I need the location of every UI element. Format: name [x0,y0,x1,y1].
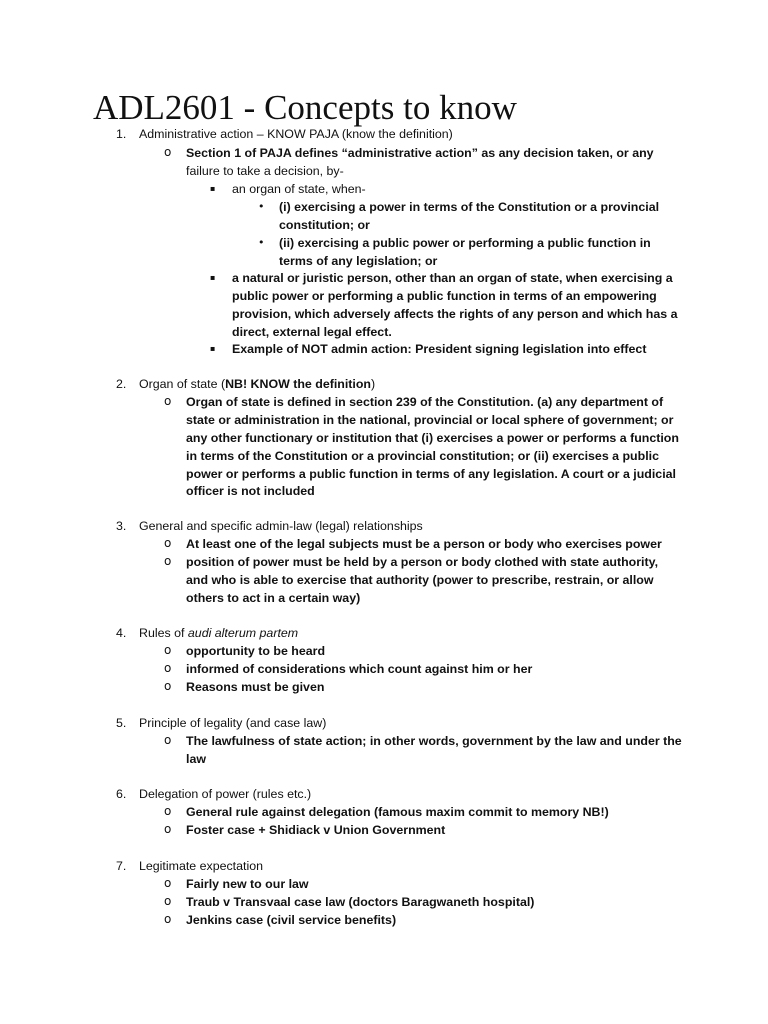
section-2-heading [139,375,375,393]
text-line: others to act in a certain way) [186,591,361,605]
circle-bullet-icon: o [164,554,172,568]
circle-bullet-icon: o [164,876,172,890]
section-title-italic: audi alterum partem [187,626,299,640]
square-bullet-icon: ▪ [210,184,216,193]
section-number: 4. [116,626,127,640]
section-3-heading: General and specific admin-law (legal) relationships [139,519,423,533]
section-title: Organ of state ( [139,377,226,391]
section-title: Administrative action – KNOW PAJA (know the definition) [139,127,453,141]
square-bullet-icon: ▪ [210,273,216,282]
text-line: (i) exercising a power in terms of the Constitution or a provincial [279,200,660,214]
text-line: direct, external legal effect. [232,325,392,339]
section-number: 5. [116,716,127,730]
page-title: ADL2601 - Concepts to know [93,88,517,127]
circle-bullet-icon: o [164,394,172,408]
circle-bullet-icon: o [164,912,172,926]
text-line: Example of NOT admin action: President signing legislation into effect [232,342,647,356]
circle-bullet-icon: o [164,804,172,818]
text-line: state or administration in the national, provincial or local sphere of government; or [186,413,674,427]
circle-bullet-icon: o [164,145,172,159]
text-line: officer is not included [186,484,315,498]
section-title-emphasis: NB! KNOW the definition [225,377,372,391]
text-line: Jenkins case (civil service benefits) [186,913,397,927]
circle-bullet-icon: o [164,733,172,747]
text-line: and who is able to exercise that authority (power to prescribe, restrain, or allow [186,573,654,587]
section-6-heading: Delegation of power (rules etc.) [139,787,312,801]
section-number: 7. [116,859,127,873]
text-line: constitution; or [279,218,370,232]
section-number: 2. [116,377,127,391]
text-line: informed of considerations which count against him or her [186,662,533,676]
text-line: public power or performing a public function in terms of an empowering [232,289,657,303]
circle-bullet-icon: o [164,536,172,550]
square-bullet-icon: ▪ [210,344,216,353]
circle-bullet-icon: o [164,643,172,657]
text-line: (ii) exercising a public power or performing a public function in [279,236,651,250]
text-line [186,465,676,483]
text-line: in terms of the Constitution or a provincial constitution; or (ii) exercises a public [186,449,659,463]
circle-bullet-icon: o [164,894,172,908]
text-run-emphasis: A court or a judicial [557,467,676,481]
text-line: The lawfulness of state action; in other words, government by the law and under the [186,734,682,748]
text-line: provision, which adversely affects the rights of any person and which has a [232,307,678,321]
text-line: At least one of the legal subjects must be a person or body who exercises power [186,537,662,551]
text-line: terms of any legislation; or [279,254,438,268]
circle-bullet-icon: o [164,679,172,693]
section-4-heading [139,624,298,642]
section-number: 1. [116,127,127,141]
text-line: Section 1 of PAJA defines “administrative action” as any decision taken, or any [186,146,654,160]
text-line: a natural or juristic person, other than an organ of state, when exercising a [232,271,673,285]
text-line: Fairly new to our law [186,877,309,891]
text-line: Foster case + Shidiack v Union Government [186,823,446,837]
dot-bullet-icon: • [258,200,265,213]
section-title: Rules of [139,626,188,640]
section-title-end: ) [371,377,376,391]
text-line: opportunity to be heard [186,644,326,658]
text-line: any other functionary or institution that (i) exercises a power or performs a function [186,431,679,445]
text-run: power or performs a public function in terms of any legislation. [186,467,558,481]
text-line: an organ of state, when- [232,182,366,196]
section-5-heading: Principle of legality (and case law) [139,716,327,730]
section-number: 3. [116,519,127,533]
section-7-heading: Legitimate expectation [139,859,263,873]
circle-bullet-icon: o [164,661,172,675]
text-line: position of power must be held by a person or body clothed with state authority, [186,555,659,569]
section-number: 6. [116,787,127,801]
text-line: Traub v Transvaal case law (doctors Baragwaneth hospital) [186,895,535,909]
text-line: Organ of state is defined in section 239 of the Constitution. (a) any department of [186,395,664,409]
circle-bullet-icon: o [164,822,172,836]
text-line: law [186,752,206,766]
text-line: General rule against delegation (famous maxim commit to memory NB!) [186,805,609,819]
dot-bullet-icon: • [258,236,265,249]
text-line: failure to take a decision, by- [186,164,344,178]
text-line: Reasons must be given [186,680,325,694]
